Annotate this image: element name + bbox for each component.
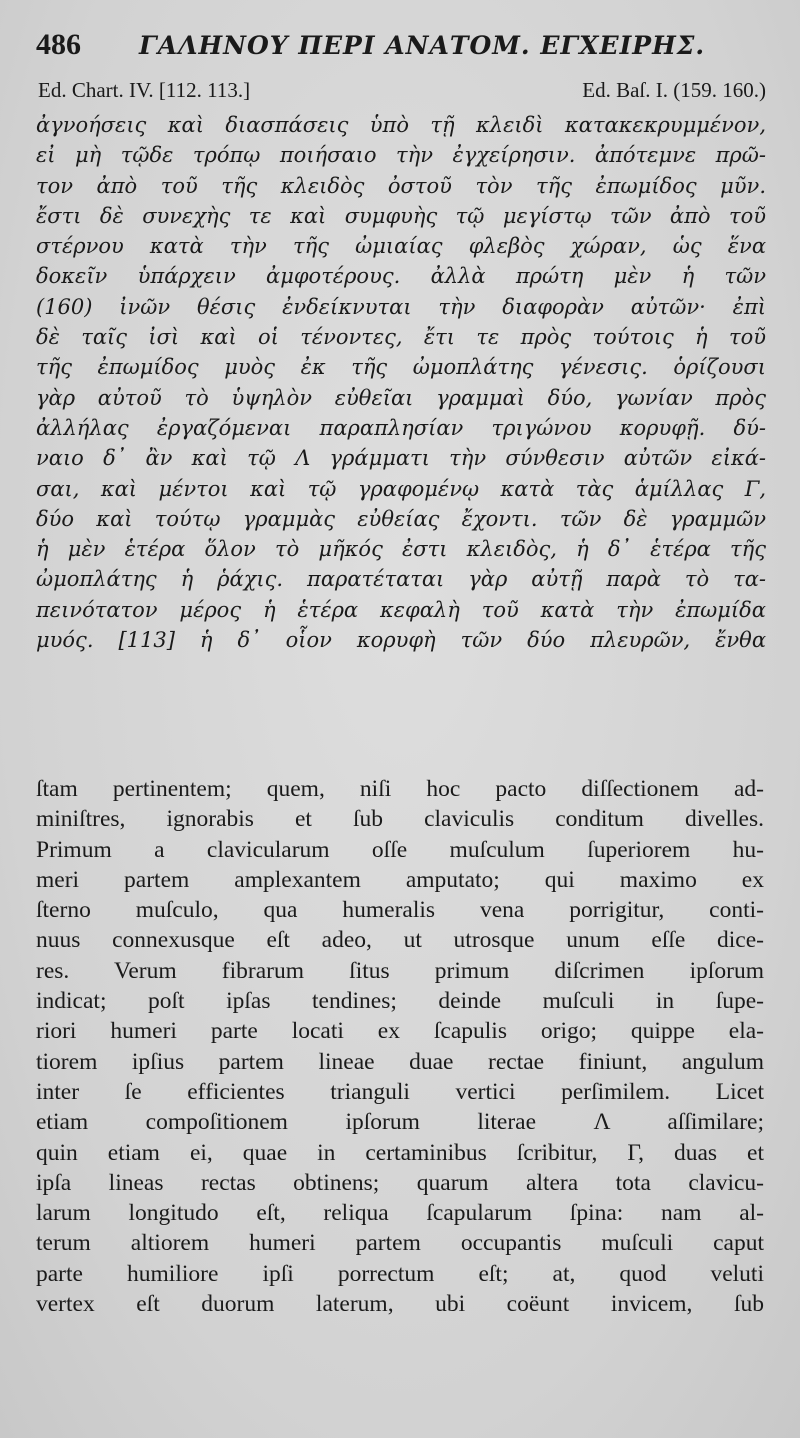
greek-line: πεινότατον μέρος ἡ ἑτέρα κεφαλὴ τοῦ κατὰ τὴν ἐπωμίδα bbox=[36, 597, 766, 622]
edition-reference-left: Ed. Chart. IV. [112. 113.] bbox=[38, 78, 251, 102]
running-head bbox=[36, 28, 706, 62]
edition-reference-line bbox=[38, 78, 766, 103]
latin-line: riori humeri parte locati ex ſcapulis origo; quippe ela- bbox=[36, 1018, 764, 1045]
latin-line: inter ſe efficientes trianguli vertici perſimilem. Licet bbox=[36, 1078, 764, 1105]
running-title: ΓΑΛΗΝΟΥ ΠΕΡΙ ΑΝΑΤΟΜ. ΕΓΧΕΙΡΗΣ. bbox=[139, 31, 706, 60]
greek-line: ἀλλήλας ἐργαζόμεναι παραπλησίαν τριγώνου κορυφῇ. δύ- bbox=[36, 415, 766, 440]
latin-line: etiam compoſitionem ipſorum literae Λ aſſimilare; bbox=[36, 1109, 764, 1136]
latin-line: nuus connexusque eſt adeo, ut utrosque unum eſſe dice- bbox=[36, 927, 764, 954]
edition-reference-right: Ed. Baſ. I. (159. 160.) bbox=[582, 78, 766, 102]
greek-line: ναιο δ᾽ ἂν καὶ τῷ Λ γράμματι τὴν σύνθεσιν αὐτῶν εἰκά- bbox=[36, 446, 766, 471]
greek-line: ἀγνοήσεις καὶ διασπάσεις ὑπὸ τῇ κλειδὶ κατακεκρυμμένον, bbox=[36, 113, 766, 137]
greek-line: μυός. [113] ἡ δ᾽ οἷον κορυφὴ τῶν δύο πλευρῶν, ἔνθα bbox=[36, 628, 766, 653]
latin-line: ipſa lineas rectas obtinens; quarum altera tota clavicu- bbox=[36, 1169, 764, 1196]
latin-line: quin etiam ei, quae in certaminibus ſcribitur, Γ, duas et bbox=[36, 1139, 764, 1166]
latin-line: ſtam pertinentem; quem, niſi hoc pacto diſſectionem ad- bbox=[36, 776, 764, 802]
greek-line: τῆς ἐπωμίδος μυὸς ἐκ τῆς ὠμοπλάτης γένεσις. ὁρίζουσι bbox=[36, 355, 766, 380]
greek-line: δὲ ταῖς ἰσὶ καὶ οἱ τένοντες, ἔτι τε πρὸς τούτοις ἡ τοῦ bbox=[36, 325, 766, 350]
greek-line: ἡ μὲν ἑτέρα ὅλον τὸ μῆκός ἐστι κλειδὸς, ἡ δ᾽ ἑτέρα τῆς bbox=[36, 537, 766, 562]
greek-line: (160) ἰνῶν θέσις ἐνδείκνυται τὴν διαφορὰν αὐτῶν· ἐπὶ bbox=[36, 294, 766, 319]
greek-line: ὠμοπλάτης ἡ ῥάχις. παρατέταται γὰρ αὐτῇ παρὰ τὸ τα- bbox=[36, 567, 766, 592]
page-number: 486 bbox=[36, 28, 81, 61]
latin-line: larum longitudo eſt, reliqua ſcapularum ſpina: nam al- bbox=[36, 1200, 764, 1227]
greek-line: σαι, καὶ μέντοι καὶ τῷ γραφομένῳ κατὰ τὰς ἁμίλλας Γ, bbox=[36, 476, 766, 501]
greek-line: γὰρ αὐτοῦ τὸ ὑψηλὸν εὐθεῖαι γραμμαὶ δύο, γωνίαν πρὸς bbox=[36, 385, 766, 410]
greek-line: ἔστι δὲ συνεχὴς τε καὶ συμφυὴς τῷ μεγίστῳ τῶν ἀπὸ τοῦ bbox=[36, 203, 766, 228]
latin-line: indicat; poſt ipſas tendines; deinde muſculi in ſupe- bbox=[36, 988, 764, 1015]
latin-line: tiorem ipſius partem lineae duae rectae finiunt, angulum bbox=[36, 1048, 764, 1075]
latin-line: terum altiorem humeri partem occupantis muſculi caput bbox=[36, 1230, 764, 1257]
greek-line: τον ἀπὸ τοῦ τῆς κλειδὸς ὀστοῦ τὸν τῆς ἐπωμίδος μῦν. bbox=[36, 173, 766, 198]
latin-line: Primum a clavicularum oſſe muſculum ſuperiorem hu- bbox=[36, 836, 764, 863]
greek-line: στέρνου κατὰ τὴν τῆς ὠμιαίας φλεβὸς χώραν, ὡς ἕνα bbox=[36, 234, 766, 259]
greek-line: δοκεῖν ὑπάρχειν ἀμφοτέρους. ἀλλὰ πρώτη μὲν ἡ τῶν bbox=[36, 264, 766, 289]
greek-line: εἰ μὴ τῷδε τρόπῳ ποιήσαιο τὴν ἐγχείρησιν. ἀπότεμνε πρῶ- bbox=[36, 143, 766, 168]
latin-line: ſterno muſculo, qua humeralis vena porrigitur, conti- bbox=[36, 897, 764, 924]
latin-line: vertex eſt duorum laterum, ubi coëunt invicem, ſub bbox=[36, 1291, 764, 1318]
latin-line: meri partem amplexantem amputato; qui maximo ex bbox=[36, 866, 764, 893]
latin-line: parte humiliore ipſi porrectum eſt; at, quod veluti bbox=[36, 1260, 764, 1287]
latin-line: miniſtres, ignorabis et ſub claviculis conditum divelles. bbox=[36, 806, 764, 833]
greek-line: δύο καὶ τούτῳ γραμμὰς εὐθείας ἔχοντι. τῶν δὲ γραμμῶν bbox=[36, 506, 766, 531]
latin-line: res. Verum fibrarum ſitus primum diſcrimen ipſorum bbox=[36, 957, 764, 984]
greek-text-block bbox=[36, 110, 766, 655]
latin-text-block bbox=[36, 774, 764, 1319]
